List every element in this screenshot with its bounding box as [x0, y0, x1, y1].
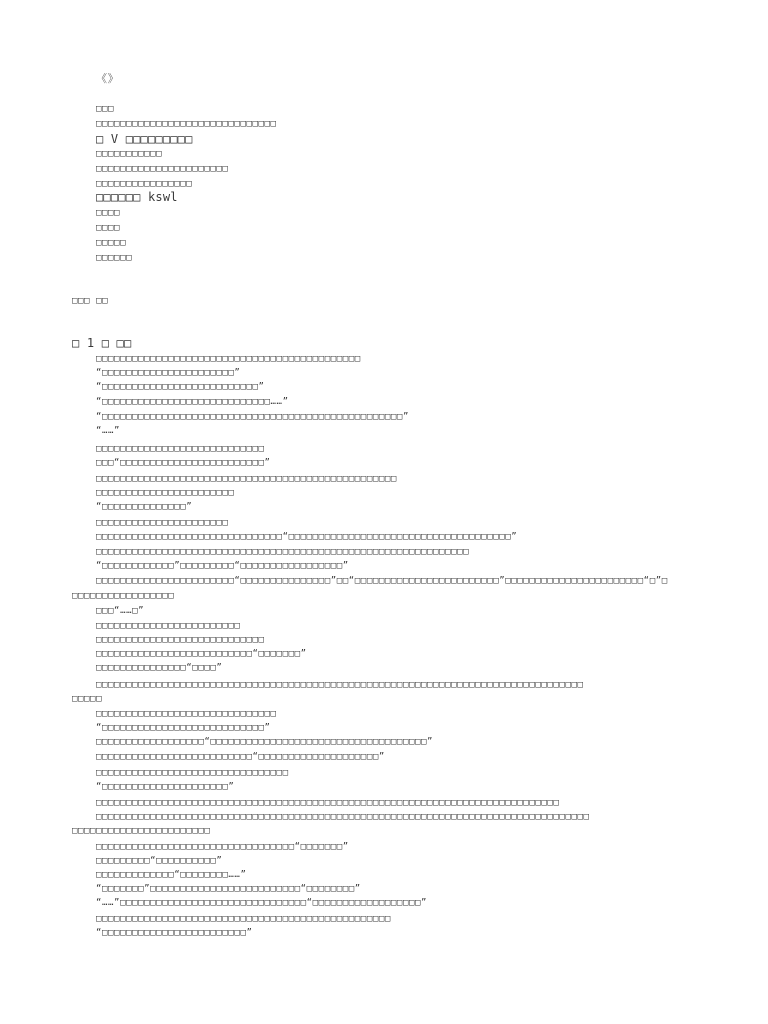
body-line: □□□□□□□□□□□□□□□□□ [72, 591, 175, 601]
body-line: □□□□□□□□□□□□□□□□□□□□□□□□□□“□□□□□□□” [96, 649, 307, 659]
front-line: □□□□ [96, 223, 121, 233]
body-line: “□□□□□□□□□□□□”□□□□□□□□□“□□□□□□□□□□□□□□□□□” [96, 561, 349, 571]
body-line: □□□“……□” [96, 606, 145, 616]
front-line: □□□□□□ [96, 253, 133, 263]
body-line: □□□□□□□□□□□□□□□□□□□□□□□□□□□□□□□□□“□□□□□□□” [96, 842, 349, 852]
body-line: □□□□□□□□□□□□□□□“□□□□” [96, 663, 223, 673]
body-line: □□□□□□□□□□□□□□□□□□□□□□□□□□□□□□□□□□□□□□□□□□□□□□□□□□□□□□□□□□□□□□□□□□□□□□□□□□□□□□□□□□ [96, 812, 590, 822]
body-line: □□□□□□□□□□□□□□□□□□□□□□□□□□□□□□ [96, 709, 277, 719]
body-line: □□□□□□□□□□□□□□□□□□□□□□□□□□□□□□□□□□□□□□□□□□□□□□□□□ [96, 914, 391, 924]
section-title: □□□ □□ [72, 296, 109, 306]
body-line: □□□□□□□□□□□□□□□□□□□□□□□□□□“□□□□□□□□□□□□□□□□□□□□” [96, 752, 385, 762]
front-line: □□□□□□□□□□□□□□□□□□□□□□□□□□□□□□ [96, 119, 277, 129]
body-line: □□□□□□□□□□□□□□□□□□□□□□□□□□□□□□□□□□□□□□□□□□□□ [96, 354, 361, 364]
body-line: □□□□□□□□□□□□□□□□□□□□□□□□□□□□□□□□□□□□□□□□□□□□□□□□□□□□□□□□□□□□□□□□□□□□□□□□□□□□□□□□□ [96, 680, 584, 690]
body-line: □□□□□□□□□□□□□□□□□□“□□□□□□□□□□□□□□□□□□□□□□□□□□□□□□□□□□□□” [96, 737, 434, 747]
body-line: “□□□□□□□□□□□□□□□□□□□□□□□□□□□□□□□□□□□□□□□□□□□□□□□□□□” [96, 412, 409, 422]
body-line: □□□□□□□□□□□□□□□□□□□□□□ [96, 518, 229, 528]
body-line: □□□□□□□□□□□□□□□□□□□□□□□□□□□□□□□□□□□□□□□□□□□□□□□□□□□□□□□□□□□□□□□□□□□□□□□□□□□□□ [96, 798, 560, 808]
body-line: □□□□□ [72, 694, 103, 704]
front-line: □□□□ [96, 208, 121, 218]
front-line: □□□□□□□□□□□□□□□□□□□□□□ [96, 164, 229, 174]
body-line: □□□□□□□□□□□□□“□□□□□□□□……” [96, 870, 247, 880]
body-line: □□□□□□□□□□□□□□□□□□□□□□□□□□□□□□□□□□□□□□□□□□□□□□□□□□□□□□□□□□□□□□ [96, 547, 470, 557]
body-line: □□□□□□□□□□□□□□□□□□□□□□□“□□□□□□□□□□□□□□□”□□“□□□□□□□□□□□□□□□□□□□□□□□□”□□□□□□□□□□□□□□□□□□□□□□□“□”□ [96, 576, 668, 586]
body-line: □□□□□□□□□□□□□□□□□□□□□□□□ [96, 621, 241, 631]
body-line: “□□□□□□□□□□□□□□□□□□□□□” [96, 782, 235, 792]
body-line: “……”□□□□□□□□□□□□□□□□□□□□□□□□□□□□□□□“□□□□□□□□□□□□□□□□□□” [96, 898, 428, 908]
body-line: □□□□□□□□□□□□□□□□□□□□□□□□□□□□□□□“□□□□□□□□□□□□□□□□□□□□□□□□□□□□□□□□□□□□□” [96, 532, 518, 542]
body-line: “□□□□□□□□□□□□□□□□□□□□□□□□□□” [96, 382, 265, 392]
body-line: □□□□□□□□□□□□□□□□□□□□□□□ [72, 826, 211, 836]
body-line: “□□□□□□□□□□□□□□□□□□□□□□” [96, 368, 241, 378]
body-line: □□□□□□□□□□□□□□□□□□□□□□□□□□□□ [96, 635, 265, 645]
front-line: □□□□□□ kswl [96, 190, 178, 204]
body-line: “□□□□□□□□□□□□□□□□□□□□□□□□” [96, 928, 253, 938]
front-line: □□□□□□□□□□□ [96, 149, 163, 159]
title-mark: 《》 [96, 72, 120, 85]
body-line: □□□□□□□□□□□□□□□□□□□□□□□ [96, 488, 235, 498]
body-line: □□□□□□□□□□□□□□□□□□□□□□□□□□□□□□□□□□□□□□□□□□□□□□□□□□ [96, 474, 397, 484]
body-line: “□□□□□□□□□□□□□□□□□□□□□□□□□□□□……” [96, 397, 289, 407]
front-line: □ V □□□□□□□□□ [96, 132, 193, 146]
front-line: □□□ [96, 104, 115, 114]
body-line: □□□□□□□□□□□□□□□□□□□□□□□□□□□□□□□□ [96, 768, 289, 778]
chapter-heading: □ 1 □ □□ [72, 336, 132, 350]
front-line: □□□□□ [96, 238, 127, 248]
body-line: “□□□□□□□□□□□□□□” [96, 502, 193, 512]
body-line: □□□□□□□□□“□□□□□□□□□□” [96, 856, 223, 866]
body-line: “……” [96, 426, 121, 436]
body-line: “□□□□□□□”□□□□□□□□□□□□□□□□□□□□□□□□□“□□□□□□□□” [96, 884, 361, 894]
body-line: □□□“□□□□□□□□□□□□□□□□□□□□□□□□” [96, 458, 271, 468]
body-line: “□□□□□□□□□□□□□□□□□□□□□□□□□□□” [96, 723, 271, 733]
front-line: □□□□□□□□□□□□□□□□ [96, 179, 193, 189]
body-line: □□□□□□□□□□□□□□□□□□□□□□□□□□□□ [96, 444, 265, 454]
